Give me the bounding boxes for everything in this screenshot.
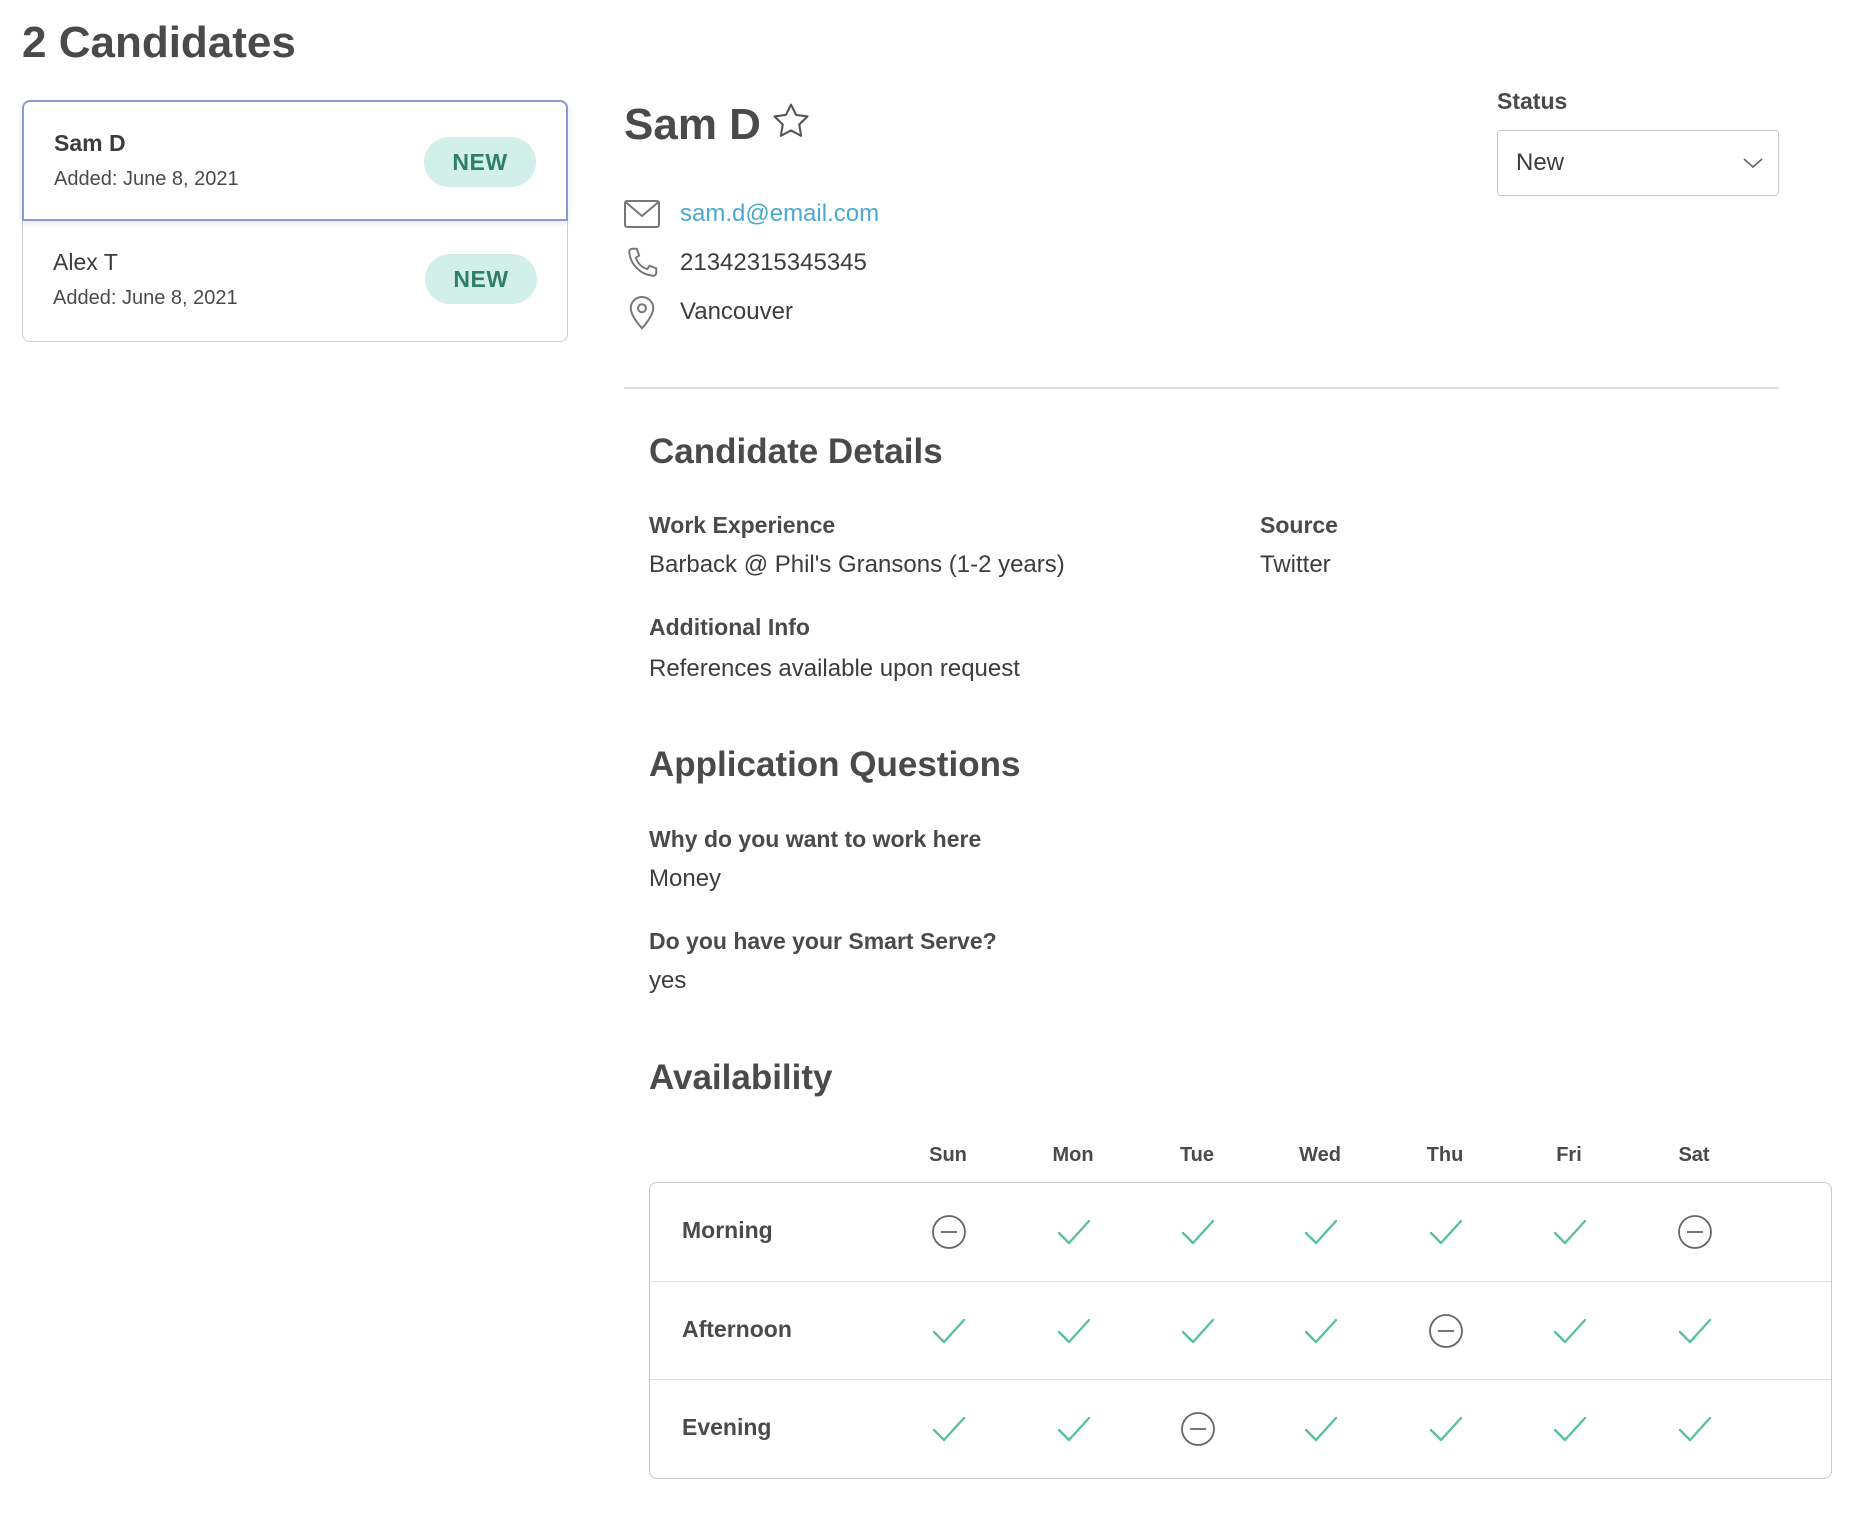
checkmark-icon [1676, 1312, 1714, 1350]
star-outline-icon[interactable] [770, 100, 812, 142]
day-header-mon: Mon [1052, 1144, 1094, 1166]
checkmark-icon [1179, 1312, 1217, 1350]
day-header-sun: Sun [929, 1144, 967, 1166]
row-label: Evening [682, 1414, 772, 1440]
map-pin-icon [624, 294, 660, 330]
row-label: Afternoon [682, 1316, 792, 1342]
day-header-thu: Thu [1426, 1144, 1464, 1166]
checkmark-icon [1551, 1410, 1589, 1448]
checkmark-icon [1302, 1312, 1340, 1350]
checkmark-icon [1427, 1410, 1465, 1448]
candidate-added-date: Added: June 8, 2021 [53, 287, 238, 309]
status-select[interactable] [1497, 130, 1779, 196]
status-select-value: New [1516, 149, 1565, 176]
checkmark-icon [930, 1410, 968, 1448]
envelope-icon [624, 196, 660, 232]
row-label: Morning [682, 1217, 773, 1243]
profile-name: Sam D [624, 100, 761, 149]
additional-info-value: References available upon request [649, 655, 1020, 682]
work-experience-value: Barback @ Phil's Gransons (1-2 years) [649, 551, 1065, 578]
day-header-fri: Fri [1556, 1144, 1582, 1166]
checkmark-icon [1551, 1213, 1589, 1251]
question-label: Do you have your Smart Serve? [649, 928, 997, 954]
section-title-candidate-details: Candidate Details [649, 432, 943, 471]
day-header-sat: Sat [1678, 1144, 1710, 1166]
candidate-name: Sam D [54, 130, 126, 156]
location-text: Vancouver [680, 298, 793, 325]
minus-circle-icon [1427, 1312, 1465, 1350]
email-link[interactable]: sam.d@email.com [680, 200, 880, 227]
source-value: Twitter [1260, 551, 1331, 578]
status-badge: NEW [425, 254, 537, 304]
question-answer: Money [649, 865, 722, 892]
candidate-added-date: Added: June 8, 2021 [54, 168, 239, 190]
source-label: Source [1260, 512, 1338, 538]
checkmark-icon [1676, 1410, 1714, 1448]
day-header-tue: Tue [1179, 1144, 1215, 1166]
checkmark-icon [1302, 1213, 1340, 1251]
checkmark-icon [1551, 1312, 1589, 1350]
status-badge: NEW [424, 137, 536, 187]
minus-circle-icon [930, 1213, 968, 1251]
question-answer: yes [649, 967, 687, 994]
candidate-name: Alex T [53, 249, 118, 275]
checkmark-icon [1055, 1312, 1093, 1350]
question-label: Why do you want to work here [649, 826, 982, 852]
section-title-application-questions: Application Questions [649, 745, 1021, 784]
page-title: 2 Candidates [22, 18, 296, 67]
availability-row-evening [650, 1379, 1831, 1478]
contact-phone-row [624, 243, 867, 283]
checkmark-icon [930, 1312, 968, 1350]
phone-number: 21342315345345 [680, 249, 867, 276]
phone-icon [624, 245, 660, 281]
candidate-card-alex-t[interactable] [23, 221, 567, 341]
minus-circle-icon [1179, 1410, 1217, 1448]
availability-table [649, 1182, 1832, 1479]
chevron-down-icon [1742, 155, 1764, 171]
section-title-availability: Availability [649, 1058, 833, 1097]
candidate-list [22, 100, 568, 342]
divider [624, 387, 1779, 389]
contact-email-row [624, 194, 880, 234]
checkmark-icon [1055, 1213, 1093, 1251]
minus-circle-icon [1676, 1213, 1714, 1251]
checkmark-icon [1055, 1410, 1093, 1448]
work-experience-label: Work Experience [649, 512, 836, 538]
day-header-wed: Wed [1299, 1144, 1341, 1166]
contact-location-row [624, 292, 793, 332]
status-label: Status [1497, 88, 1568, 114]
availability-row-afternoon [650, 1281, 1831, 1379]
candidate-card-sam-d[interactable] [22, 100, 568, 221]
additional-info-label: Additional Info [649, 614, 810, 640]
checkmark-icon [1302, 1410, 1340, 1448]
checkmark-icon [1427, 1213, 1465, 1251]
checkmark-icon [1179, 1213, 1217, 1251]
availability-row-morning [650, 1183, 1831, 1281]
